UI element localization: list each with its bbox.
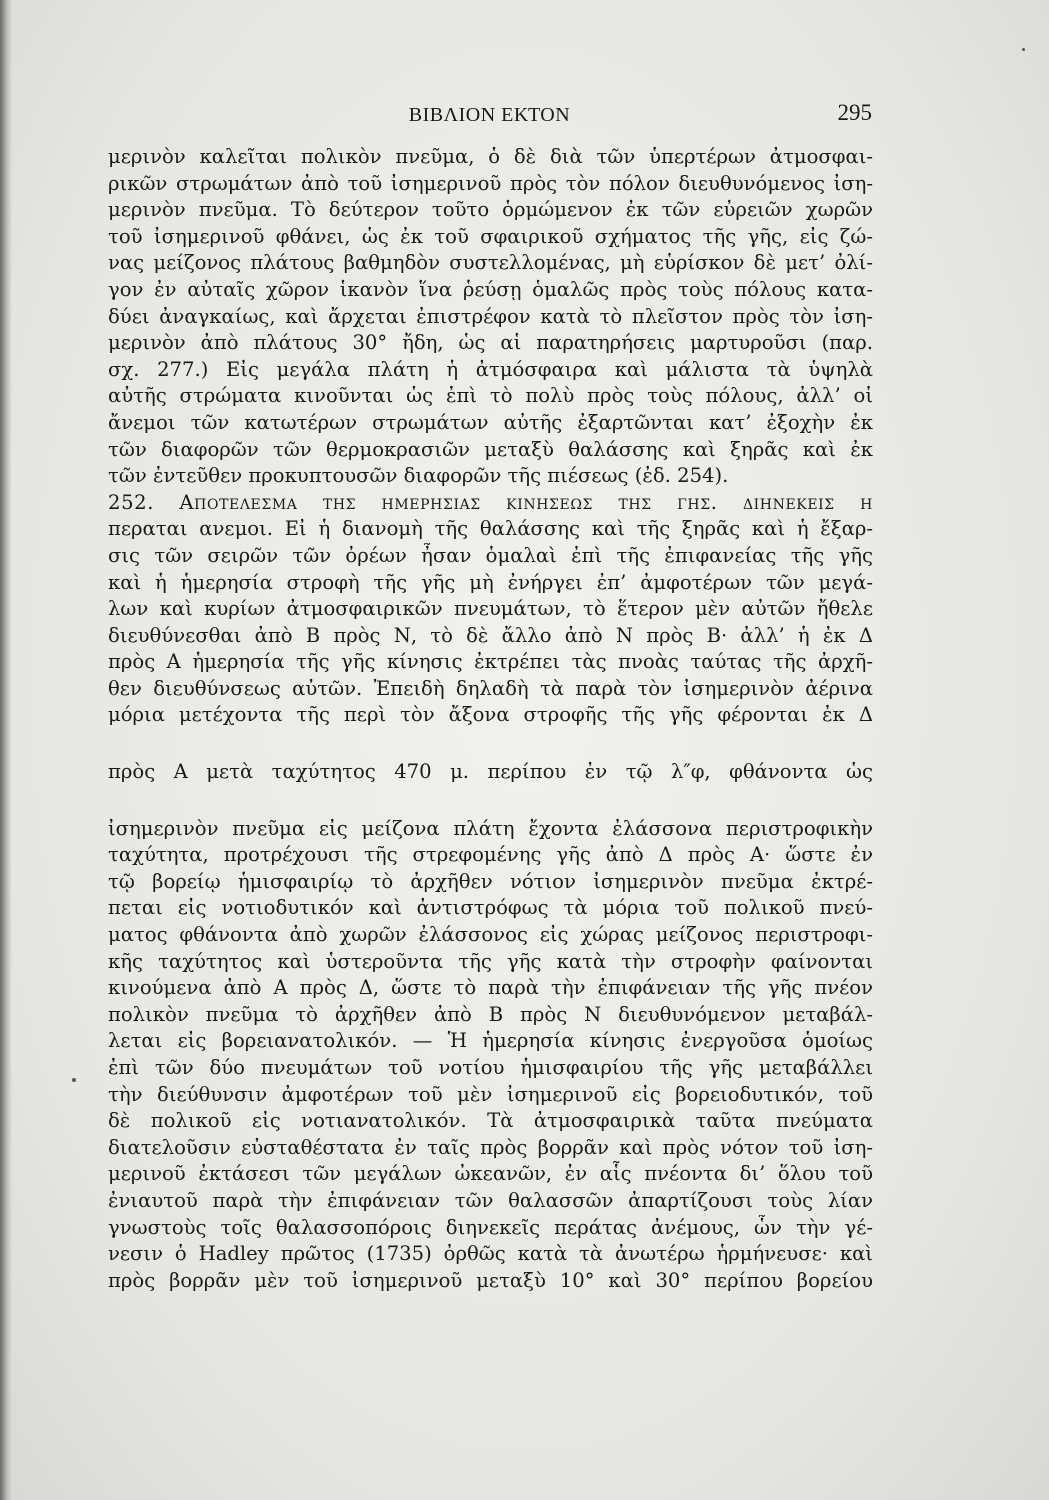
text-line: τῷ βορείῳ ἡμισφαιρίῳ τὸ ἀρχῆθεν νότιον ἰσημερινὸν πνεῦμα ἐκτρέ-: [108, 869, 873, 893]
text-line: πολικὸν πνεῦμα τὸ ἀρχῆθεν ἀπὸ Β πρὸς Ν διευθυνόμενον μεταβάλ-: [108, 1002, 873, 1026]
text-line: σχ. 277.) Εἰς μεγάλα πλάτη ἡ ἀτμόσφαιρα καὶ μάλιστα τὰ ὑψηλὰ: [108, 357, 873, 381]
page-number: 295: [837, 100, 872, 125]
text-line: κῆς ταχύτητος καὶ ὑστεροῦντα τῆς γῆς κατὰ τὴν στροφὴν φαίνονται: [108, 949, 873, 973]
text-line: αὐτῆς στρώματα κινοῦνται ὡς ἐπὶ τὸ πολὺ πρὸς τοὺς πόλους, ἀλλ’ οἱ: [108, 384, 873, 408]
text-line: θεν διευθύνσεως αὐτῶν. Ἐπειδὴ δηλαδὴ τὰ παρὰ τὸν ἰσημερινὸν ἀέρινα: [108, 676, 873, 700]
running-title: ΒΙΒΛΙΟΝ ΕΚΤΟΝ: [408, 104, 571, 126]
paper-speck: [72, 1078, 76, 1082]
text-line: νας μείζονος πλάτους βαθμηδὸν συστελλομένας, μὴ εὑρίσκον δὲ μετ’ ὀλί-: [108, 251, 873, 275]
text-line: ἰσημερινὸν πνεῦμα εἰς μείζονα πλάτη ἔχοντα ἐλάσσονα περιστροφικὴν: [108, 816, 873, 840]
body-text: [108, 144, 873, 1321]
text-line: περαται ανεμοι. Εἰ ἡ διανομὴ τῆς θαλάσσης καὶ τῆς ξηρᾶς καὶ ἡ ἔξαρ-: [108, 517, 873, 541]
text-line: [108, 1294, 873, 1321]
text-line: μερινὸν καλεῖται πολικὸν πνεῦμα, ὁ δὲ διὰ τῶν ὑπερτέρων ἀτμοσφαι-: [108, 145, 873, 168]
paper-speck: [1022, 48, 1025, 51]
text-line: πεται εἰς νοτιοδυτικόν καὶ ἀντιστρόφως τὰ μόρια τοῦ πολικοῦ πνεύ-: [108, 896, 873, 920]
text-line: διατελοῦσιν εὐσταθέστατα ἐν ταῖς πρὸς βορρᾶν καὶ πρὸς νότον τοῦ ἰση-: [108, 1135, 873, 1159]
text-line: τῶν ἐντεῦθεν προκυπτουσῶν διαφορῶν τῆς πιέσεως (ἐδ. 254).: [108, 464, 729, 488]
text-line: ἐπὶ τῶν δύο πνευμάτων τοῦ νοτίου ἡμισφαιρίου τῆς γῆς μεταβάλλει: [108, 1056, 873, 1079]
text-line: νεσιν ὁ Hadley πρῶτος (1735) ὀρθῶς κατὰ τὰ ἀνωτέρω ἡρμήνευσε· καὶ: [108, 1242, 873, 1266]
text-line: δύει ἀναγκαίως, καὶ ἄρχεται ἐπιστρέφον κατὰ τὸ πλεῖστον πρὸς τὸν ἰση-: [108, 304, 873, 328]
text-line: τὴν διεύθυνσιν ἀμφοτέρων τοῦ μὲν ἰσημερινοῦ εἰς βορειοδυτικόν, τοῦ: [108, 1082, 873, 1106]
text-line: πρὸς Α μετὰ ταχύτητος 470 μ. περίπου ἐν τῷ λ″φ, φθάνοντα ὡς: [108, 760, 873, 784]
text-line: γον ἐν αὐταῖς χῶρον ἱκανὸν ἵνα ῥεύσῃ ὁμαλῶς πρὸς τοὺς πόλους κατα-: [108, 277, 873, 301]
text-line: δὲ πολικοῦ εἰς νοτιανατολικόν. Τὰ ἀτμοσφαιρικὰ ταῦτα πνεύματα: [108, 1109, 873, 1133]
text-line: μόρια μετέχοντα τῆς περὶ τὸν ἄξονα στροφῆς τῆς γῆς φέρονται ἐκ Δ: [108, 703, 873, 727]
text-line: ἄνεμοι τῶν κατωτέρων στρωμάτων αὐτῆς ἐξαρτῶνται κατ’ ἐξοχὴν ἐκ: [108, 410, 873, 434]
text-line: πρὸς Α ἡμερησία τῆς γῆς κίνησις ἐκτρέπει τὰς πνοὰς ταύτας τῆς ἀρχῆ-: [108, 650, 873, 674]
text-line: λεται εἰς βορειανατολικόν. — Ἡ ἡμερησία κίνησις ἐνεργοῦσα ὁμοίως: [108, 1029, 873, 1053]
text-line: κινούμενα ἀπὸ Α πρὸς Δ, ὥστε τὸ παρὰ τὴν ἐπιφάνειαν τῆς γῆς πνέον: [108, 976, 873, 1000]
text-line: καὶ ἡ ἡμερησία στροφὴ τῆς γῆς μὴ ἐνήργει ἐπ’ ἀμφοτέρων τῶν μεγά-: [108, 570, 873, 594]
text-line: πρὸς βορρᾶν μὲν τοῦ ἰσημερινοῦ μεταξὺ 10° καὶ 30° περίπου βορείου: [108, 1268, 873, 1292]
page-header: [108, 100, 872, 134]
text-line: ρικῶν στρωμάτων ἀπὸ τοῦ ἰσημερινοῦ πρὸς τὸν πόλον διευθυνόμενος ἰση-: [108, 171, 873, 195]
section-heading-line: 252. Αποτελεσμα της ημερησιας κινησεως της γης. διηνεκεις η: [108, 490, 873, 514]
text-line: τῶν διαφορῶν τῶν θερμοκρασιῶν μεταξὺ θαλάσσης καὶ ξηρᾶς καὶ ἐκ: [108, 437, 873, 461]
text-line: τοῦ ἰσημερινοῦ φθάνει, ὡς ἐκ τοῦ σφαιρικοῦ σχήματος τῆς γῆς, εἰς ζώ-: [108, 224, 873, 248]
text-line: σις τῶν σειρῶν τῶν ὀρέων ἦσαν ὁμαλαὶ ἐπὶ τῆς ἐπιφανείας τῆς γῆς: [108, 543, 873, 567]
text-line: διευθύνεσθαι ἀπὸ Β πρὸς Ν, τὸ δὲ ἄλλο ἀπὸ Ν πρὸς Β· ἀλλ’ ἡ ἐκ Δ: [108, 623, 873, 647]
text-line: ματος φθάνοντα ἀπὸ χωρῶν ἐλάσσονος εἰς χώρας μείζονος περιστροφι-: [108, 923, 873, 947]
text-line: μερινοῦ ἐκτάσεσι τῶν μεγάλων ὠκεανῶν, ἐν αἷς πνέοντα δι’ ὅλου τοῦ: [108, 1162, 873, 1186]
text-line: λων καὶ κυρίων ἀτμοσφαιρικῶν πνευμάτων, τὸ ἕτερον μὲν αὐτῶν ἤθελε: [108, 597, 873, 621]
text-line: μερινὸν ἀπὸ πλάτους 30° ἤδη, ὡς αἱ παρατηρήσεις μαρτυροῦσι (παρ.: [108, 331, 873, 355]
text-line: μερινὸν πνεῦμα. Τὸ δεύτερον τοῦτο ὁρμώμενον ἐκ τῶν εὐρειῶν χωρῶν: [108, 198, 873, 222]
text-line: γνωστοὺς τοῖς θαλασσοπόροις διηνεκεῖς περάτας ἀνέμους, ὧν τὴν γέ-: [108, 1215, 873, 1239]
page-edge-shadow: [0, 0, 12, 1500]
text-line: ἐνιαυτοῦ παρὰ τὴν ἐπιφάνειαν τῶν θαλασσῶν ἀπαρτίζουσι τοὺς λίαν: [108, 1188, 873, 1212]
text-line: ταχύτητα, προτρέχουσι τῆς στρεφομένης γῆς ἀπὸ Δ πρὸς Α· ὥστε ἐν: [108, 843, 873, 867]
